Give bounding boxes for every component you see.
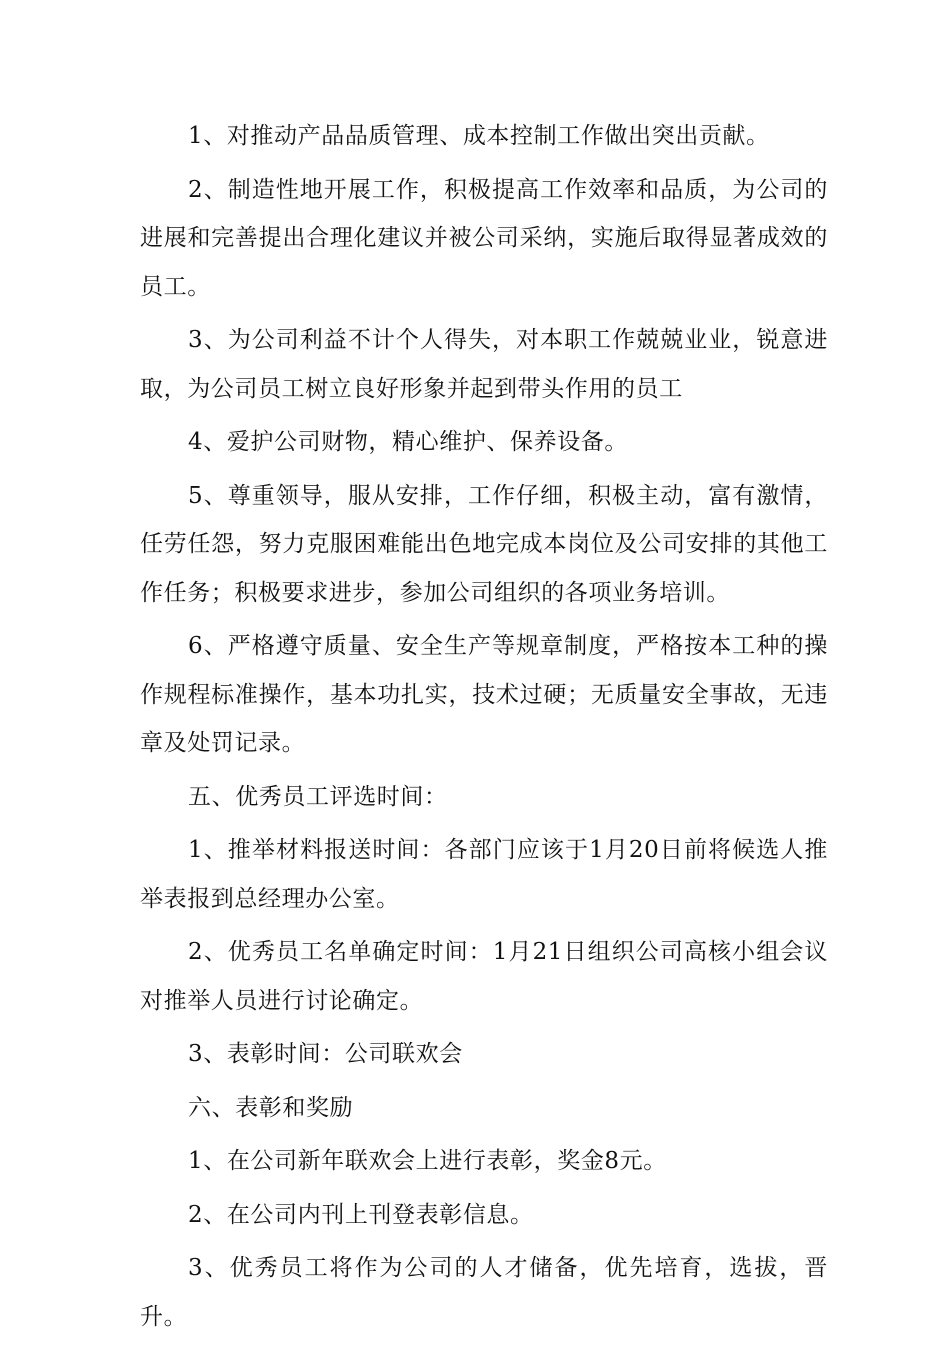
document-page: [140, 112, 828, 1346]
reward-item-1: 1、在公司新年联欢会上进行表彰，奖金8元。: [188, 1148, 667, 1174]
reward-item-3: 3、优秀员工将作为公司的人才储备，优先培育，选拔，晋升。: [140, 1255, 828, 1330]
criterion-5: 5、尊重领导，服从安排，工作仔细，积极主动，富有激情，任劳任怨，努力克服困难能出色地完成本岗位及公司安排的其他工作任务；积极要求进步，参加公司组织的各项业务培训。: [140, 482, 828, 606]
timeline-item-2: 2、优秀员工名单确定时间：1月21日组织公司高核小组会议对推举人员进行讨论确定。: [140, 939, 828, 1014]
criterion-1: 1、对推动产品品质管理、成本控制工作做出突出贡献。: [188, 123, 770, 149]
section-heading-selection-time: 五、优秀员工评选时间：: [188, 783, 448, 810]
criterion-4: 4、爱护公司财物，精心维护、保养设备。: [188, 429, 629, 455]
timeline-item-1: 1、推举材料报送时间：各部门应该于1月20日前将候选人推举表报到总经理办公室。: [140, 837, 828, 912]
criterion-6: 6、严格遵守质量、安全生产等规章制度，严格按本工种的操作规程标准操作，基本功扎实，技术过硬；无质量安全事故，无违章及处罚记录。: [140, 633, 828, 756]
timeline-item-3: 3、表彰时间：公司联欢会: [188, 1041, 463, 1067]
reward-item-2: 2、在公司内刊上刊登表彰信息。: [188, 1201, 534, 1228]
section-heading-rewards: 六、表彰和奖励: [188, 1094, 354, 1121]
criterion-2: 2、制造性地开展工作，积极提高工作效率和品质，为公司的进展和完善提出合理化建议并被公司采纳，实施后取得显著成效的员工。: [140, 176, 828, 300]
criterion-3: 3、为公司利益不计个人得失，对本职工作兢兢业业，锐意进取，为公司员工树立良好形象并起到带头作用的员工: [140, 327, 828, 402]
